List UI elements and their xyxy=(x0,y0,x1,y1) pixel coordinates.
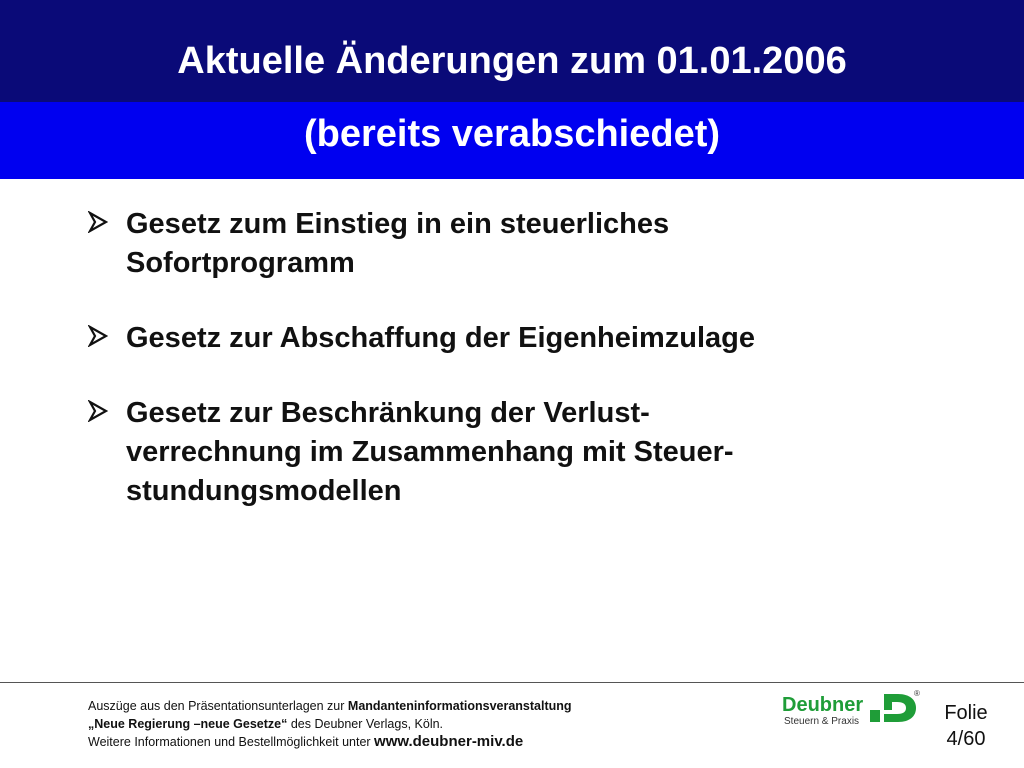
svg-text:®: ® xyxy=(914,689,920,698)
bullet-item xyxy=(88,319,948,358)
deubner-logo xyxy=(782,688,922,732)
slide-number-label: Folie xyxy=(944,702,988,724)
arrow-bullet-icon xyxy=(88,325,126,352)
bullet-list xyxy=(88,205,948,547)
logo-wordmark: Deubner xyxy=(782,694,864,716)
logo-d-icon xyxy=(870,688,922,728)
slide-number-value: 4/60 xyxy=(946,728,986,750)
slide-number xyxy=(936,700,996,752)
footer-credits xyxy=(88,697,728,751)
bullet-item xyxy=(88,394,948,511)
bullet-text: Gesetz zur Abschaffung der Eigenheimzulage xyxy=(126,322,755,354)
bullet-text: Gesetz zum Einstieg in ein steuerliches Sofortprogramm xyxy=(126,208,670,279)
arrow-bullet-icon xyxy=(88,211,126,238)
footer-line-3: Weitere Informationen und Bestellmöglichkeit unter www.deubner-miv.de xyxy=(88,733,524,750)
bullet-item xyxy=(88,205,948,283)
website-link[interactable]: www.deubner-miv.de xyxy=(374,733,524,750)
footer-line-2: „Neue Regierung –neue Gesetze“ des Deubner Verlags, Köln. xyxy=(88,717,444,731)
footer-line-1: Auszüge aus den Präsentationsunterlagen zur Mandanteninformationsveranstaltung xyxy=(88,699,572,713)
slide-subtitle: (bereits verabschiedet) xyxy=(303,113,721,155)
title-bar xyxy=(0,0,1024,102)
slide-title: Aktuelle Änderungen zum 01.01.2006 xyxy=(177,39,847,82)
subtitle-bar xyxy=(0,102,1024,179)
arrow-bullet-icon xyxy=(88,400,126,427)
bullet-text: Gesetz zur Beschränkung der Verlust- verrechnung im Zusammenhang mit Steuer- stundungsmodellen xyxy=(126,397,734,507)
logo-tagline: Steuern & Praxis xyxy=(784,716,860,727)
footer-divider xyxy=(0,682,1024,683)
